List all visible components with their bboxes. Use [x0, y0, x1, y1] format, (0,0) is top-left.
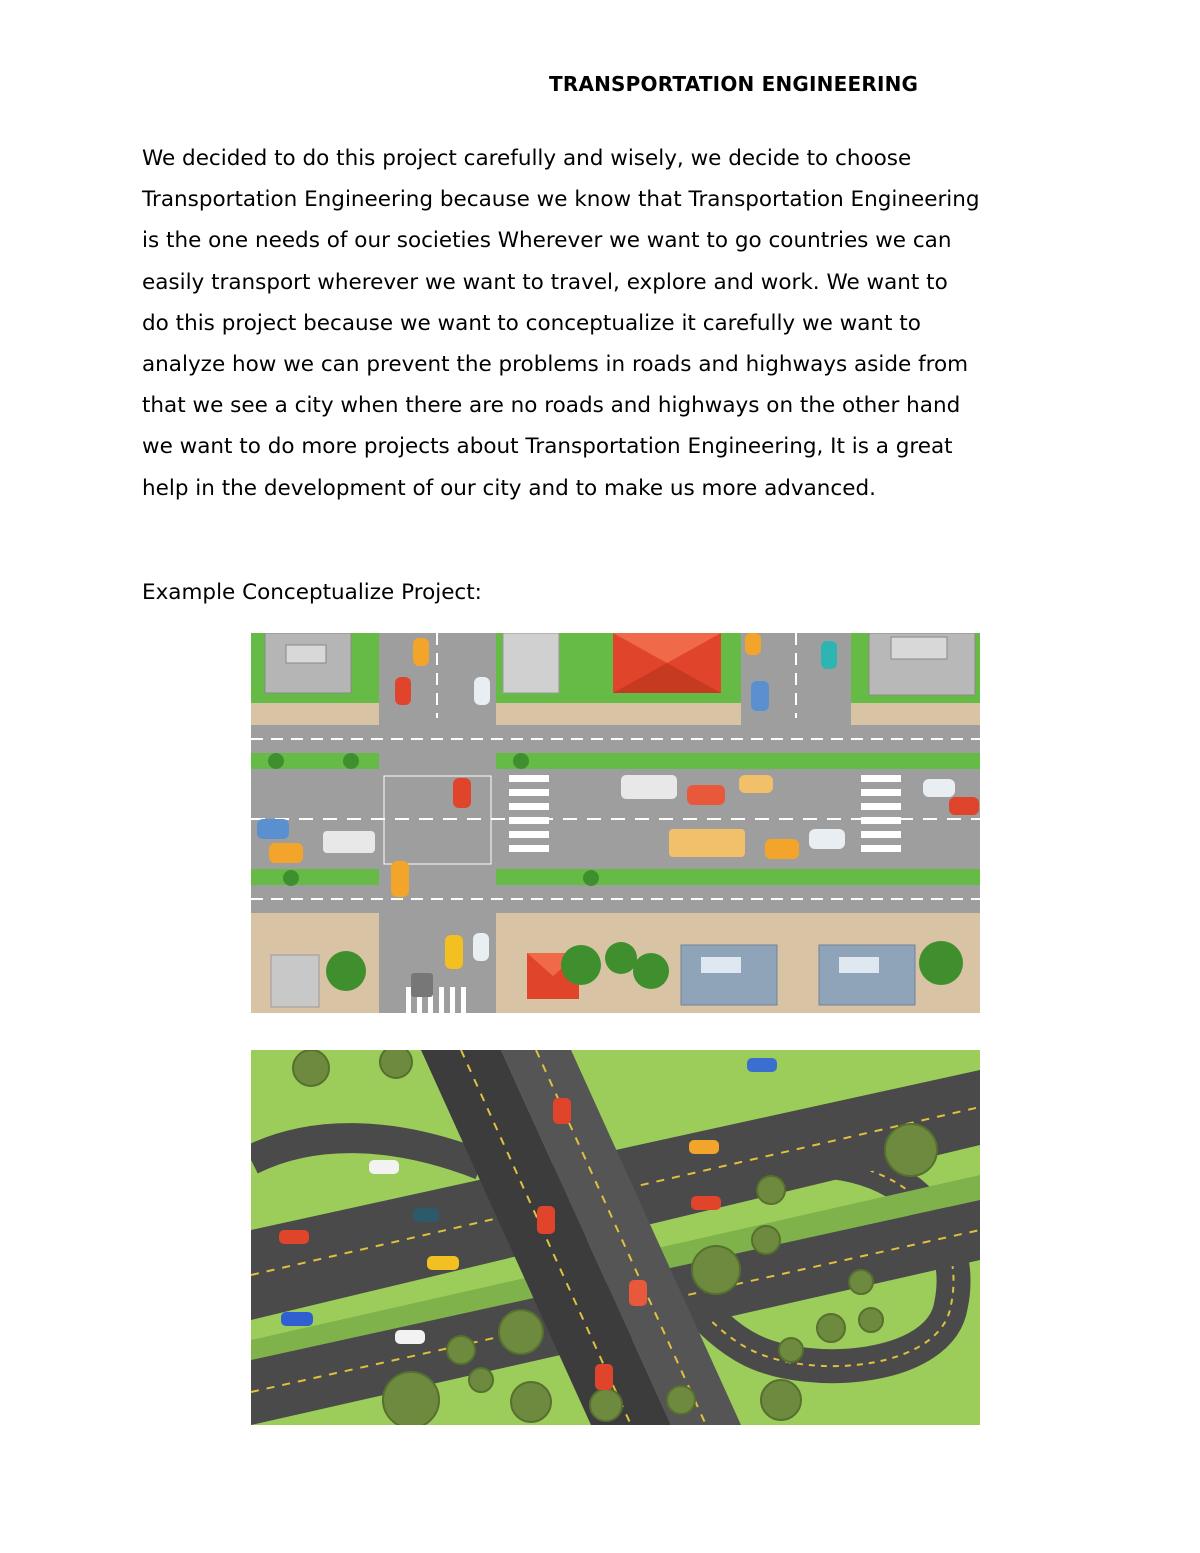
paragraph-line: analyze how we can prevent the problems in roads and highways aside from: [142, 352, 969, 378]
paragraph-line: is the one needs of our societies Wherever we want to go countries we can: [142, 228, 952, 254]
paragraph-line: easily transport wherever we want to travel, explore and work. We want to: [142, 269, 948, 295]
city-intersection-illustration: [251, 633, 980, 1013]
paragraph-line: that we see a city when there are no roads and highways on the other hand: [142, 393, 961, 419]
highway-interchange-figure: [251, 1050, 980, 1425]
paragraph-line: we want to do more projects about Transportation Engineering, It is a great: [142, 434, 953, 460]
paragraph-line: Transportation Engineering because we know that Transportation Engineering: [142, 187, 980, 213]
paragraph-line: We decided to do this project carefully and wisely, we decide to choose: [142, 146, 912, 171]
example-label: Example Conceptualize Project:: [142, 580, 482, 605]
document-title: TRANSPORTATION ENGINEERING: [549, 72, 919, 96]
highway-interchange-illustration: [251, 1050, 980, 1425]
city-intersection-figure: [251, 633, 980, 1013]
paragraph-line: do this project because we want to conceptualize it carefully we want to: [142, 310, 921, 336]
paragraph-line: help in the development of our city and to make us more advanced.: [142, 475, 876, 501]
body-paragraph: [142, 138, 1072, 509]
